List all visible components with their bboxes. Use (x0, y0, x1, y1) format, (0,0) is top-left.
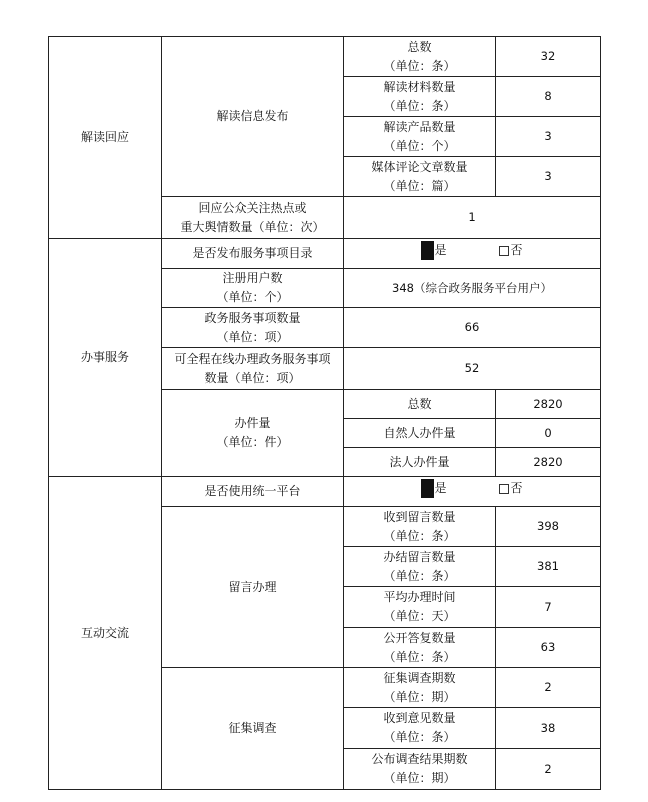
metric-label: 回应公众关注热点或 重大舆情数量（单位：次） (162, 197, 344, 239)
metric-label: 可全程在线办理政务服务事项 数量（单位：项） (162, 348, 344, 390)
metric-value: 2 (496, 749, 601, 790)
metric-value: 1 (344, 197, 601, 239)
metric-label: 总数 (344, 390, 496, 419)
section-interpretation: 解读回应 (49, 37, 162, 239)
checkbox-yes-label: 是 (434, 481, 447, 495)
metric-label: 媒体评论文章数量 （单位：篇） (344, 157, 496, 197)
group-messages: 留言办理 (162, 507, 344, 668)
checkbox-group (344, 477, 601, 507)
metric-value: 8 (496, 77, 601, 117)
metric-label: 是否使用统一平台 (162, 477, 344, 507)
metric-value: 398 (496, 507, 601, 547)
metric-value: 2820 (496, 448, 601, 477)
group-volume: 办件量 （单位：件） (162, 390, 344, 477)
metric-label: 解读材料数量 （单位：条） (344, 77, 496, 117)
checkbox-no-label: 否 (510, 481, 523, 495)
statistics-table (48, 36, 601, 790)
checkbox-no[interactable] (499, 484, 509, 494)
metric-label: 征集调查期数 （单位：期） (344, 668, 496, 708)
section-interaction: 互动交流 (49, 477, 162, 790)
metric-value: 3 (496, 117, 601, 157)
metric-value: 32 (496, 37, 601, 77)
metric-label: 收到留言数量 （单位：条） (344, 507, 496, 547)
checkbox-yes-checked[interactable] (421, 479, 434, 498)
checkbox-yes-checked[interactable] (421, 241, 434, 260)
metric-value: 63 (496, 628, 601, 668)
metric-label: 公布调查结果期数 （单位：期） (344, 749, 496, 790)
metric-value: 66 (344, 308, 601, 348)
metric-label: 自然人办件量 (344, 419, 496, 448)
group-publish: 解读信息发布 (162, 37, 344, 197)
metric-label: 注册用户数 （单位：个） (162, 269, 344, 308)
checkbox-no-label: 否 (510, 243, 523, 257)
table-row (49, 477, 601, 507)
metric-label: 法人办件量 (344, 448, 496, 477)
metric-label: 政务服务事项数量 （单位：项） (162, 308, 344, 348)
metric-value: 381 (496, 547, 601, 587)
section-service: 办事服务 (49, 239, 162, 477)
table-row (49, 239, 601, 269)
checkbox-no[interactable] (499, 246, 509, 256)
metric-label: 解读产品数量 （单位：个） (344, 117, 496, 157)
metric-value: 38 (496, 708, 601, 749)
metric-label: 平均办理时间 （单位：天） (344, 587, 496, 628)
table-row (49, 37, 601, 77)
metric-value: 2 (496, 668, 601, 708)
metric-value: 3 (496, 157, 601, 197)
metric-label: 是否发布服务事项目录 (162, 239, 344, 269)
checkbox-yes-label: 是 (434, 243, 447, 257)
checkbox-group (344, 239, 601, 269)
metric-label: 收到意见数量 （单位：条） (344, 708, 496, 749)
metric-label: 公开答复数量 （单位：条） (344, 628, 496, 668)
group-survey: 征集调查 (162, 668, 344, 790)
metric-value: 0 (496, 419, 601, 448)
metric-value: 52 (344, 348, 601, 390)
metric-label: 办结留言数量 （单位：条） (344, 547, 496, 587)
metric-label: 总数 （单位：条） (344, 37, 496, 77)
metric-value: 348（综合政务服务平台用户） (344, 269, 601, 308)
metric-value: 7 (496, 587, 601, 628)
metric-value: 2820 (496, 390, 601, 419)
